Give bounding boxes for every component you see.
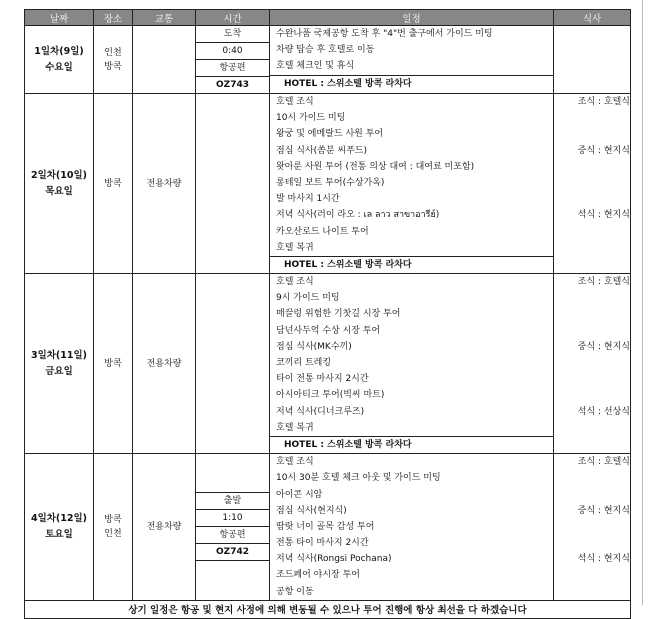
meal-entry: 석식 : 선상식 <box>577 406 630 417</box>
header-schedule: 일정 <box>270 10 554 26</box>
header-transport: 교통 <box>133 10 196 26</box>
weekday-label: 수요일 <box>45 61 73 73</box>
footer-row <box>25 600 631 618</box>
time-entry: 0:40 <box>196 43 269 60</box>
meal-entry <box>554 355 630 371</box>
schedule-item: 전통 타이 마사지 2시간 <box>276 538 369 549</box>
meal-entry <box>554 487 630 503</box>
meal-cell <box>554 94 631 274</box>
day-cell <box>25 26 94 94</box>
schedule-item: 타이 전통 마사지 2시간 <box>276 374 369 385</box>
meal-cell <box>554 274 631 454</box>
schedule-item: 점심 식사(현지식) <box>276 505 347 516</box>
schedule-item: 발 마사지 1시간 <box>276 194 340 205</box>
transport-cell <box>133 94 196 274</box>
meal-entry <box>554 110 630 126</box>
time-cell <box>196 26 270 94</box>
schedule-item: 왓아룬 사원 투어 (전통 의상 대여 : 대여료 미포함) <box>276 161 475 172</box>
meal-entry <box>554 175 630 191</box>
schedule-item: 점심 식사(쏨분 씨푸드) <box>276 145 367 156</box>
meal-entry: 석식 : 현지식 <box>577 210 630 221</box>
time-entry: 항공편 <box>196 60 269 77</box>
meal-entry <box>554 240 630 256</box>
schedule-item: 호텔 조식 <box>276 277 314 288</box>
place-cell <box>94 274 133 454</box>
meal-entry <box>554 519 630 535</box>
time-cell <box>196 94 270 274</box>
time-stack <box>196 26 269 93</box>
schedule-item: 9시 가이드 미팅 <box>276 293 340 304</box>
time-entry: 1:10 <box>196 510 269 527</box>
meal-entry <box>554 159 630 175</box>
meal-entry <box>554 224 630 240</box>
meal-entry <box>554 126 630 142</box>
schedule-item: 저녁 식사(러이 라오 : เล ลาว สาขาอารีย์) <box>276 210 440 221</box>
meal-entry <box>554 470 630 486</box>
meal-entry <box>554 584 630 600</box>
transport-label: 전용차량 <box>146 358 182 369</box>
hotel-line: HOTEL : 스위소텔 방콕 라차다 <box>270 75 553 92</box>
schedule-item: 호텔 복귀 <box>276 422 314 433</box>
footer-note: 상기 일정은 항공 및 현지 사정에 의해 변동될 수 있으나 투어 진행에 항상 최선을 다 하겠습니다 <box>25 600 631 618</box>
day-row <box>25 94 631 274</box>
schedule-cell <box>270 274 554 454</box>
schedule-item: 아시아티크 투어(빅씨 마트) <box>276 390 385 401</box>
day-label: 1일차(9일) <box>34 45 84 57</box>
time-stack <box>196 492 269 561</box>
schedule-cell <box>270 26 554 94</box>
meal-entry <box>554 290 630 306</box>
meal-entry: 중식 : 현지식 <box>577 341 630 352</box>
time-cell <box>196 454 270 601</box>
transport-cell <box>133 454 196 601</box>
day-row <box>25 26 631 94</box>
weekday-label: 목요일 <box>45 185 73 197</box>
schedule-item: 코끼리 트레킹 <box>276 358 332 368</box>
header-row <box>25 10 631 26</box>
schedule-item: 조드페어 야시장 투어 <box>276 570 360 581</box>
weekday-label: 금요일 <box>45 365 73 377</box>
transport-label: 전용차량 <box>146 178 182 189</box>
schedule-item: 호텔 조식 <box>276 97 314 107</box>
meal-entry: 중식 : 현지식 <box>577 505 630 516</box>
schedule-item: 카오산로드 나이트 투어 <box>276 226 369 237</box>
meal-entry <box>554 191 630 207</box>
meal-entry <box>554 567 630 583</box>
header-place: 장소 <box>94 10 133 26</box>
meal-cell <box>554 26 631 94</box>
schedule-item: 호텔 복귀 <box>276 242 314 253</box>
time-entry: OZ742 <box>216 547 249 558</box>
place-label: 방콕 <box>104 358 122 369</box>
schedule-item: 롱테일 보트 투어(수상가옥) <box>276 177 385 188</box>
header-meal: 식사 <box>554 10 631 26</box>
transport-cell <box>133 26 196 94</box>
day-label: 3일차(11일) <box>30 349 88 361</box>
day-cell <box>25 274 94 454</box>
time-entry: 출발 <box>196 493 269 510</box>
meal-entry: 중식 : 현지식 <box>577 145 630 156</box>
time-cell <box>196 274 270 454</box>
weekday-label: 토요일 <box>45 528 73 540</box>
meal-entry <box>554 306 630 322</box>
meal-entry <box>554 42 630 58</box>
transport-cell <box>133 274 196 454</box>
place-label: 방콕 <box>104 514 122 525</box>
hotel-line: HOTEL : 스위소텔 방콕 라차다 <box>270 256 553 273</box>
schedule-cell <box>270 94 554 274</box>
place-cell <box>94 454 133 601</box>
day-label: 2일차(10일) <box>30 169 88 181</box>
schedule-item: 호텔 체크인 및 휴식 <box>276 61 355 72</box>
place-label: 방콕 <box>104 178 122 189</box>
meal-entry <box>554 420 630 436</box>
day-label: 4일차(12일) <box>30 512 88 524</box>
schedule-item: 10시 30분 호텔 체크 아웃 및 가이드 미팅 <box>276 473 441 484</box>
schedule-item: 저녁 식사(디너크루즈) <box>276 406 365 417</box>
day-row <box>25 274 631 454</box>
place-label: 인천 <box>104 47 122 58</box>
day-cell <box>25 454 94 601</box>
schedule-item: 공항 이동 <box>276 586 314 597</box>
schedule-item: 저녁 식사(Rongsi Pochana) <box>276 554 392 565</box>
meal-entry <box>554 323 630 339</box>
schedule-item: 담넌사두억 수상 시장 투어 <box>276 325 381 336</box>
meal-entry <box>554 26 630 42</box>
schedule-cell <box>270 454 554 601</box>
schedule-item: 땀랏 너이 골목 감성 투어 <box>276 521 375 532</box>
meal-cell <box>554 454 631 601</box>
schedule-item: 점심 식사(MK수끼) <box>276 341 352 352</box>
place-cell <box>94 26 133 94</box>
time-entry: OZ743 <box>216 80 249 90</box>
meal-entry: 석식 : 현지식 <box>577 554 630 565</box>
time-entry: 항공편 <box>196 527 269 544</box>
itinerary-table <box>24 9 631 619</box>
header-time: 시간 <box>196 10 270 26</box>
day-row <box>25 454 631 601</box>
schedule-item: 호텔 조식 <box>276 457 314 468</box>
hotel-line: HOTEL : 스위소텔 방콕 라차다 <box>270 436 553 453</box>
schedule-item: 왕궁 및 에메랄드 사원 투어 <box>276 129 384 140</box>
meal-entry <box>554 387 630 403</box>
schedule-item: 매끌렁 위험한 기찻길 시장 투어 <box>276 309 401 320</box>
place-label: 방콕 <box>104 61 122 72</box>
schedule-item: 차량 탑승 후 호텔로 이동 <box>276 45 375 56</box>
place-cell <box>94 94 133 274</box>
meal-entry: 조식 : 호텔식 <box>577 457 630 468</box>
schedule-item: 아이콘 시암 <box>276 489 323 500</box>
day-cell <box>25 94 94 274</box>
meal-entry <box>554 58 630 74</box>
schedule-item: 10시 가이드 미팅 <box>276 113 346 124</box>
meal-entry <box>554 535 630 551</box>
time-entry: 도착 <box>196 26 269 43</box>
schedule-item: 수완나품 국제공항 도착 후 "4"번 출구에서 가이드 미팅 <box>276 29 493 39</box>
meal-entry: 조식 : 호텔식 <box>577 97 630 107</box>
place-label: 인천 <box>104 528 122 539</box>
header-date: 날짜 <box>25 10 94 26</box>
transport-label: 전용차량 <box>146 521 182 532</box>
meal-entry: 조식 : 호텔식 <box>577 277 630 288</box>
meal-entry <box>554 371 630 387</box>
